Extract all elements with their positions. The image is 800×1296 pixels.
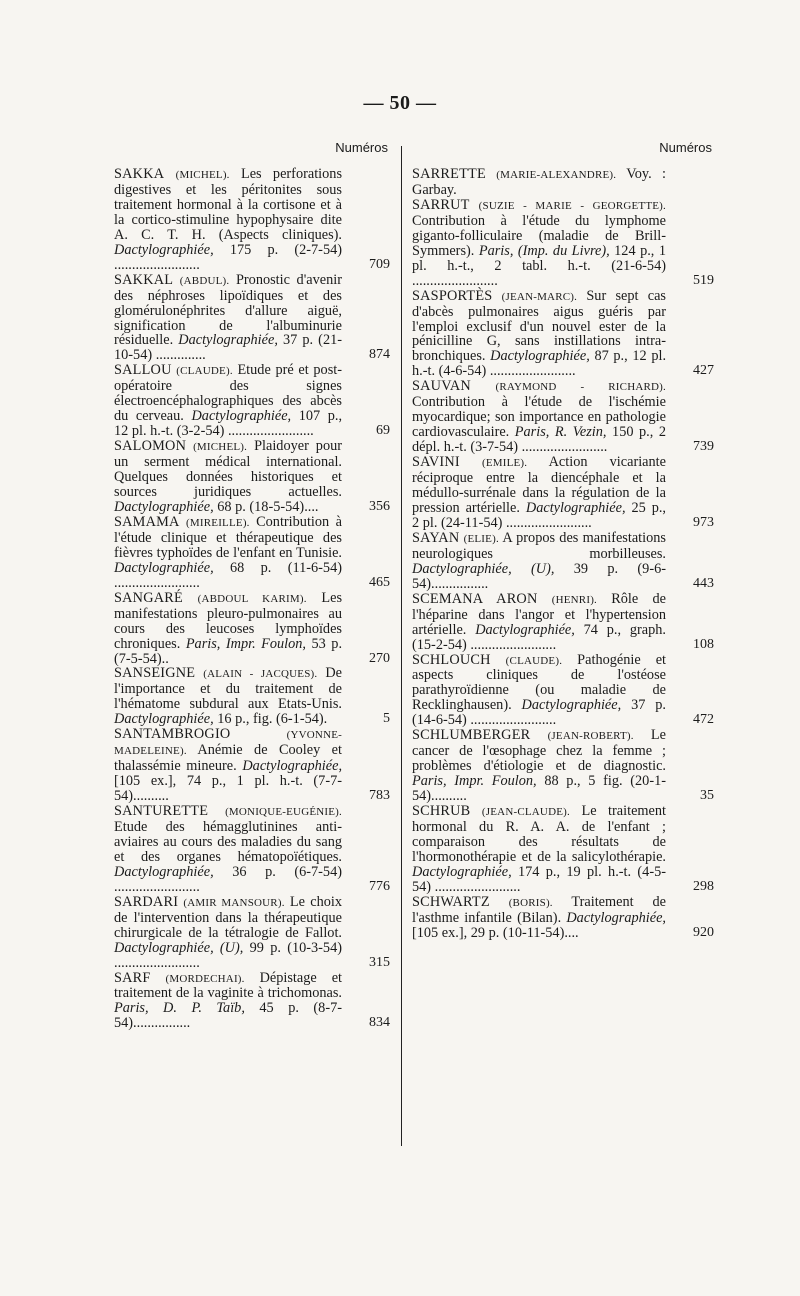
entry-publication: Dactylographiée, xyxy=(114,559,214,576)
left-entry-list xyxy=(114,167,390,1031)
bibliography-entry xyxy=(114,727,390,804)
entry-details: [105 ex.], 29 p. (10-11-54).... xyxy=(412,924,579,941)
entry-name: SAKKA xyxy=(114,166,165,182)
entry-number: 874 xyxy=(369,347,390,363)
entry-publication: Paris, R. Vezin, xyxy=(514,424,607,441)
entry-name: SANTURETTE xyxy=(114,803,209,820)
bibliography-entry xyxy=(412,728,714,804)
entry-details: 53 p. (7-5-54).. xyxy=(114,635,343,667)
entry-number: 356 xyxy=(369,498,390,514)
entry-details: 150 p., 2 dépl. h.-t. (3-7-54) ........................ xyxy=(412,424,667,456)
entry-number: 465 xyxy=(369,574,390,590)
entry-title: Anémie de Cooley et thalassémie mineure. xyxy=(114,742,342,775)
bibliography-entry xyxy=(412,592,714,653)
entry-name: SCEMANA ARON xyxy=(412,590,538,607)
entry-given-name: (ABDOUL KARIM). xyxy=(197,592,307,605)
entry-details: 68 p. (18-5-54).... xyxy=(217,498,319,515)
entry-details: 87 p., 12 pl. h.-t. (4-6-54) ........................ xyxy=(412,348,667,380)
entry-publication: Dactylographiée, xyxy=(475,621,575,638)
entry-title: Le cancer de l'œsophage chez la femme ; problèmes d'étiologie et de diagnostic. xyxy=(412,727,666,775)
entry-number: 783 xyxy=(369,788,390,804)
entry-name: SARDARI xyxy=(114,893,179,910)
entry-number: 298 xyxy=(693,878,714,894)
entry-details: 37 p. (21-10-54) .............. xyxy=(114,332,343,364)
entry-given-name: (MORDECHAI). xyxy=(165,972,245,985)
entry-title: Action vicariante réciproque entre la diencéphale et la médullo-surrénale dans la régulation de la pression artérielle. xyxy=(412,454,666,516)
entry-title: Etude pré et post-opératoire des signes électroencéphalographiques des abcès du cerveau. xyxy=(114,362,342,425)
entry-name: SCHLUMBERGER xyxy=(412,727,531,744)
entry-title: Pronostic d'avenir des néphroses lipoïdiques et des glomérulonéphrites d'allure aiguë, signification de l'albuminurie résiduelle. xyxy=(114,271,342,349)
entry-publication: Dactylographiée, xyxy=(191,408,292,425)
entry-given-name: (MIREILLE). xyxy=(186,516,250,529)
entry-number: 739 xyxy=(693,439,714,455)
entry-name: SANTAMBROGIO xyxy=(114,726,231,743)
entry-details: 74 p., graph. (15-2-54) ........................ xyxy=(412,621,666,653)
entry-number: 5 xyxy=(383,711,390,727)
right-column xyxy=(412,140,714,941)
entry-name: SCHWARTZ xyxy=(412,893,490,910)
entry-details: Garbay. xyxy=(412,181,457,198)
entry-given-name: (RAYMOND - RICHARD). xyxy=(495,381,666,394)
entry-given-name: (ALAIN - JACQUES). xyxy=(203,668,318,681)
entry-publication: Dactylographiée, xyxy=(525,499,626,516)
entry-name: SALLOU xyxy=(114,362,172,379)
entry-name: SAMAMA xyxy=(114,513,180,530)
entry-publication: Paris, Impr. Foulon, xyxy=(185,635,307,652)
bibliography-entry xyxy=(412,167,714,198)
entry-title: Contribution à l'étude de l'ischémie myocardique; son importance en pathologie cardiovasculaire. xyxy=(412,394,666,441)
entry-title: Les perforations digestives et les péritonites sous traitement hormonal à la cortisone et à la cortico-stimuline hypophysaire dite A. C. T. H. (Aspects cliniques). xyxy=(114,166,343,243)
bibliography-entry xyxy=(114,439,390,515)
entry-details: 39 p. (9-6-54)................ xyxy=(412,560,666,592)
entry-given-name: (MARIE-ALEXANDRE). xyxy=(496,169,617,181)
entry-details: 99 p. (10-3-54) ........................ xyxy=(114,939,342,971)
entry-given-name: (JEAN-MARC). xyxy=(501,290,578,303)
entry-name: SAUVAN xyxy=(412,378,471,395)
bibliography-entry xyxy=(114,167,390,273)
entry-title: Etude des hémagglutinines anti-aviaires au cours des maladies du sang et des organes hématopoïétiques. xyxy=(114,818,342,865)
column-header-right: Numéros xyxy=(659,140,712,155)
entry-title: Sur sept cas d'abcès pulmonaires aigus guéris par l'emploi exclusif d'un nouvel ester de la pénicilline G, sans instillations intra-bronchiques. xyxy=(412,287,666,365)
entry-number: 315 xyxy=(369,954,390,970)
entry-given-name: (ABDUL). xyxy=(179,274,230,287)
entry-publication: Paris, (Imp. du Livre), xyxy=(478,242,610,259)
left-column xyxy=(114,140,390,1031)
entry-name: SALOMON xyxy=(114,438,187,455)
entry-details: 174 p., 19 pl. h.-t. (4-5-54) ........................ xyxy=(412,863,667,895)
entry-given-name: (YVONNE-MADELEINE). xyxy=(114,729,342,758)
entry-title: Pathogénie et aspects cliniques de l'ostéose parathyroïdienne (ou maladie de Recklinghausen). xyxy=(412,651,667,714)
entry-publication: Dactylographiée, xyxy=(490,348,590,365)
bibliography-entry xyxy=(412,653,714,729)
page-number: — 50 — xyxy=(363,92,437,114)
entry-details: 68 p. (11-6-54) ........................ xyxy=(114,559,342,591)
entry-given-name: (BORIS). xyxy=(508,896,553,909)
entry-title: Dépistage et traitement de la vaginite à trichomonas. xyxy=(114,969,343,1002)
entry-given-name: (AMIR MANSOUR). xyxy=(183,896,285,909)
entry-details: 16 p., fig. (6-1-54). xyxy=(217,711,328,728)
entry-number: 427 xyxy=(693,363,714,379)
entry-details: 25 p., 2 pl. (24-11-54) ........................ xyxy=(412,499,667,531)
entry-given-name: (SUZIE - MARIE - GEORGETTE). xyxy=(478,199,666,212)
bibliography-entry xyxy=(412,379,714,455)
entry-title: A propos des manifestations neurologiques morbilleuses. xyxy=(412,529,666,562)
entry-name: SCHRUB xyxy=(412,803,471,820)
entry-title: De l'importance et du traitement de l'hématome subdural aux Etats-Unis. xyxy=(114,665,343,713)
entry-publication: Dactylographiée, xyxy=(566,909,666,926)
entry-number: 519 xyxy=(693,272,714,288)
entry-name: SAVINI xyxy=(412,454,460,471)
entry-publication: Dactylographiée, (U), xyxy=(114,939,244,956)
entry-publication: Dactylographiée, xyxy=(521,697,622,714)
entry-title: Rôle de l'héparine dans l'angor et l'hypertension artérielle. xyxy=(412,590,666,638)
entry-details: 107 p., 12 pl. h.-t. (3-2-54) ........................ xyxy=(114,408,343,440)
bibliography-entry xyxy=(114,515,390,591)
entry-number: 776 xyxy=(369,878,390,894)
entry-publication: Paris, Impr. Foulon, xyxy=(412,773,537,790)
entry-name: SARRUT xyxy=(412,196,470,213)
entry-title: Traitement de l'asthme infantile (Bilan). xyxy=(412,893,666,926)
entry-title: Le choix de l'intervention dans la thérapeutique chirurgicale de la tétralogie de Fallot. xyxy=(114,893,342,941)
entry-name: SARF xyxy=(114,969,151,986)
entry-given-name: (HENRI). xyxy=(551,593,598,606)
entry-details: 45 p. (8-7-54)................ xyxy=(114,1000,343,1032)
entry-publication: Dactylographiée, xyxy=(114,711,214,728)
entry-title: Le traitement hormonal du R. A. A. de l'enfant ; comparaison des résultats de l'hormonothérapie et de la salicylothérapie. xyxy=(412,803,666,865)
entry-details: 124 p., 1 pl. h.-t., 2 tabl. h.-t. (21-6-54) ........................ xyxy=(412,242,666,289)
bibliography-entry xyxy=(114,273,390,364)
entry-given-name: (JEAN-CLAUDE). xyxy=(481,806,570,819)
entry-number: 108 xyxy=(693,636,714,652)
entry-title: Contribution à l'étude clinique et thérapeutique des fièvres typhoïdes de l'enfant en Tunisie. xyxy=(114,513,342,561)
entry-name: SASPORTÈS xyxy=(412,287,493,304)
entry-publication: Dactylographiée, xyxy=(178,332,278,349)
entry-number: 69 xyxy=(376,423,390,439)
entry-title: Les manifestations pleuro-pulmonaires au cours des leucoses lymphoïdes chroniques. xyxy=(114,589,343,652)
entry-number: 920 xyxy=(693,924,714,940)
entry-number: 709 xyxy=(369,256,390,272)
entry-details: [105 ex.], 74 p., 1 pl. h.-t. (7-7-54).......... xyxy=(114,773,342,805)
entry-title: Plaidoyer pour un serment médical international. Quelques données historiques et sources juridiques actuelles. xyxy=(114,438,343,501)
bibliography-entry xyxy=(114,591,390,667)
bibliography-entry xyxy=(114,895,390,971)
bibliography-entry xyxy=(114,804,390,895)
entry-title: Voy. : xyxy=(626,166,666,182)
bibliography-entry xyxy=(412,531,714,592)
entry-given-name: (ELIE). xyxy=(463,532,499,545)
bibliography-entry xyxy=(412,198,714,289)
entry-title: Contribution à l'étude du lymphome giganto-folliculaire (maladie de Brill-Symmers). xyxy=(412,212,666,259)
entry-name: SAYAN xyxy=(412,529,460,546)
bibliography-entry xyxy=(412,895,714,941)
entry-publication: Dactylographiée, (U), xyxy=(412,560,555,577)
bibliography-entry xyxy=(412,455,714,531)
entry-name: SCHLOUCH xyxy=(412,651,491,668)
bibliography-entry xyxy=(114,363,390,439)
entry-details: 36 p. (6-7-54) ........................ xyxy=(114,863,342,895)
entry-number: 973 xyxy=(693,514,714,530)
right-entry-list xyxy=(412,167,714,941)
entry-given-name: (CLAUDE). xyxy=(176,365,233,378)
entry-publication: Paris, D. P. Taïb, xyxy=(114,1000,245,1017)
entry-given-name: (JEAN-ROBERT). xyxy=(547,730,634,743)
entry-publication: Dactylographiée, xyxy=(114,241,214,258)
entry-given-name: (MONIQUE-EUGÉNIE). xyxy=(225,806,342,819)
entry-number: 270 xyxy=(369,650,390,666)
entry-number: 35 xyxy=(700,788,714,804)
entry-publication: Dactylographiée, xyxy=(242,758,343,775)
entry-given-name: (CLAUDE). xyxy=(505,654,563,667)
entry-name: SANSEIGNE xyxy=(114,665,196,682)
bibliography-entry xyxy=(114,666,390,727)
entry-publication: Dactylographiée, xyxy=(114,863,214,880)
entry-name: SANGARÉ xyxy=(114,589,183,606)
entry-details: 175 p. (2-7-54) ........................ xyxy=(114,241,342,273)
entry-details: 37 p. (14-6-54) ........................ xyxy=(412,697,666,729)
entry-given-name: (EMILE). xyxy=(481,457,528,470)
entry-details: 88 p., 5 fig. (20-1-54).......... xyxy=(412,773,666,805)
entry-number: 834 xyxy=(369,1015,390,1031)
bibliography-entry xyxy=(114,971,390,1032)
entry-number: 472 xyxy=(693,712,714,728)
entry-name: SAKKAL xyxy=(114,271,174,288)
entry-given-name: (MICHEL). xyxy=(193,441,248,454)
entry-publication: Dactylographiée, xyxy=(114,498,214,515)
bibliography-entry xyxy=(412,289,714,380)
entry-number: 443 xyxy=(693,575,714,591)
entry-name: SARRETTE xyxy=(412,166,486,182)
entry-given-name: (MICHEL). xyxy=(175,169,230,181)
column-header-left: Numéros xyxy=(335,140,388,155)
bibliography-entry xyxy=(412,804,714,895)
entry-publication: Dactylographiée, xyxy=(412,863,512,880)
column-divider xyxy=(401,146,402,1146)
